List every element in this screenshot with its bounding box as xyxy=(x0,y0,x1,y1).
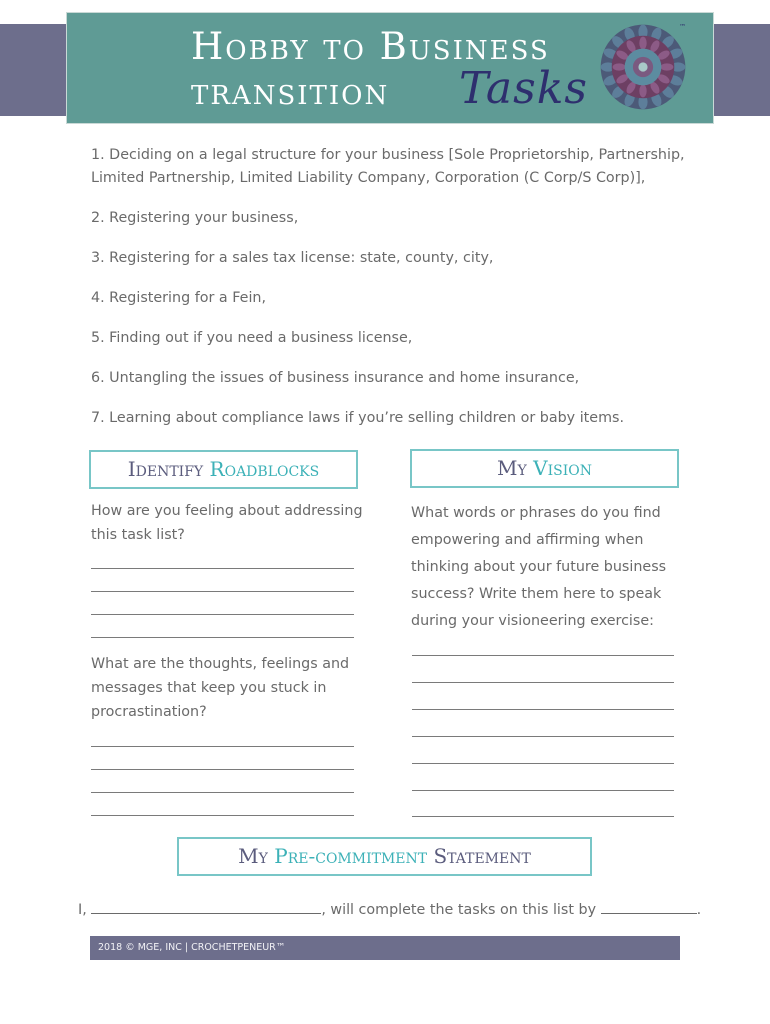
commitment-heading-plain-1: My xyxy=(238,844,268,868)
task-item: 5. Finding out if you need a business license, xyxy=(91,330,413,346)
title-script-word: Tasks xyxy=(459,63,588,114)
answer-line[interactable] xyxy=(412,790,674,791)
name-blank-field[interactable] xyxy=(91,899,321,914)
answer-line[interactable] xyxy=(91,815,354,816)
task-item: 1. Deciding on a legal structure for your business [Sole Proprietorship, Partnership, Limited Partnership, Limited Liability Company, Corporation (C Corp/S Corp)], xyxy=(91,147,685,186)
answer-line[interactable] xyxy=(412,682,674,683)
roadblocks-question-2: What are the thoughts, feelings and messages that keep you stuck in procrastination? xyxy=(91,656,350,720)
task-item: 3. Registering for a sales tax license: state, county, city, xyxy=(91,250,494,266)
mandala-logo-icon xyxy=(597,21,689,113)
commitment-heading-plain-2: Statement xyxy=(433,844,531,868)
commitment-heading-accent: Pre-commitment xyxy=(274,844,428,868)
commitment-statement xyxy=(78,899,701,918)
answer-line[interactable] xyxy=(91,568,354,569)
answer-line[interactable] xyxy=(91,637,354,638)
answer-line[interactable] xyxy=(91,792,354,793)
footer-copyright: 2018 © MGE, INC | CROCHETPENEUR™ xyxy=(98,942,286,953)
roadblocks-heading xyxy=(89,450,358,489)
trademark-mark: ™ xyxy=(679,23,686,31)
answer-line[interactable] xyxy=(412,709,674,710)
vision-heading-plain: My xyxy=(497,456,527,480)
footer-bar xyxy=(90,936,680,960)
title-line-2: transition xyxy=(191,70,390,113)
date-blank-field[interactable] xyxy=(601,899,697,914)
answer-line[interactable] xyxy=(412,763,674,764)
commitment-middle: , will complete the tasks on this list by xyxy=(321,902,597,918)
commitment-heading xyxy=(177,837,592,876)
task-item: 6. Untangling the issues of business insurance and home insurance, xyxy=(91,370,580,386)
header-side-band-right xyxy=(710,24,770,116)
title-line-1: Hobby to Business xyxy=(191,25,550,68)
header-side-band-left xyxy=(0,24,70,116)
vision-heading-accent: Vision xyxy=(533,456,592,480)
task-list xyxy=(91,144,691,447)
task-item: 4. Registering for a Fein, xyxy=(91,290,267,306)
vision-question: What words or phrases do you find empowering and affirming when thinking about your future business success? Write them here to speak during your visioneering exercise: xyxy=(411,505,667,629)
answer-line[interactable] xyxy=(91,614,354,615)
answer-line[interactable] xyxy=(412,655,674,656)
roadblocks-heading-accent: Roadblocks xyxy=(209,457,320,481)
commitment-suffix: . xyxy=(696,902,702,918)
answer-line[interactable] xyxy=(91,769,354,770)
answer-line[interactable] xyxy=(91,591,354,592)
title-banner xyxy=(66,12,714,124)
commitment-prefix: I, xyxy=(78,902,87,918)
roadblocks-heading-plain: Identify xyxy=(127,457,204,481)
answer-line[interactable] xyxy=(91,746,354,747)
roadblocks-question-1: How are you feeling about addressing this task list? xyxy=(91,503,363,543)
answer-line[interactable] xyxy=(412,816,674,817)
vision-heading xyxy=(410,449,679,488)
answer-line[interactable] xyxy=(412,736,674,737)
task-item: 7. Learning about compliance laws if you’re selling children or baby items. xyxy=(91,410,624,426)
task-item: 2. Registering your business, xyxy=(91,210,299,226)
